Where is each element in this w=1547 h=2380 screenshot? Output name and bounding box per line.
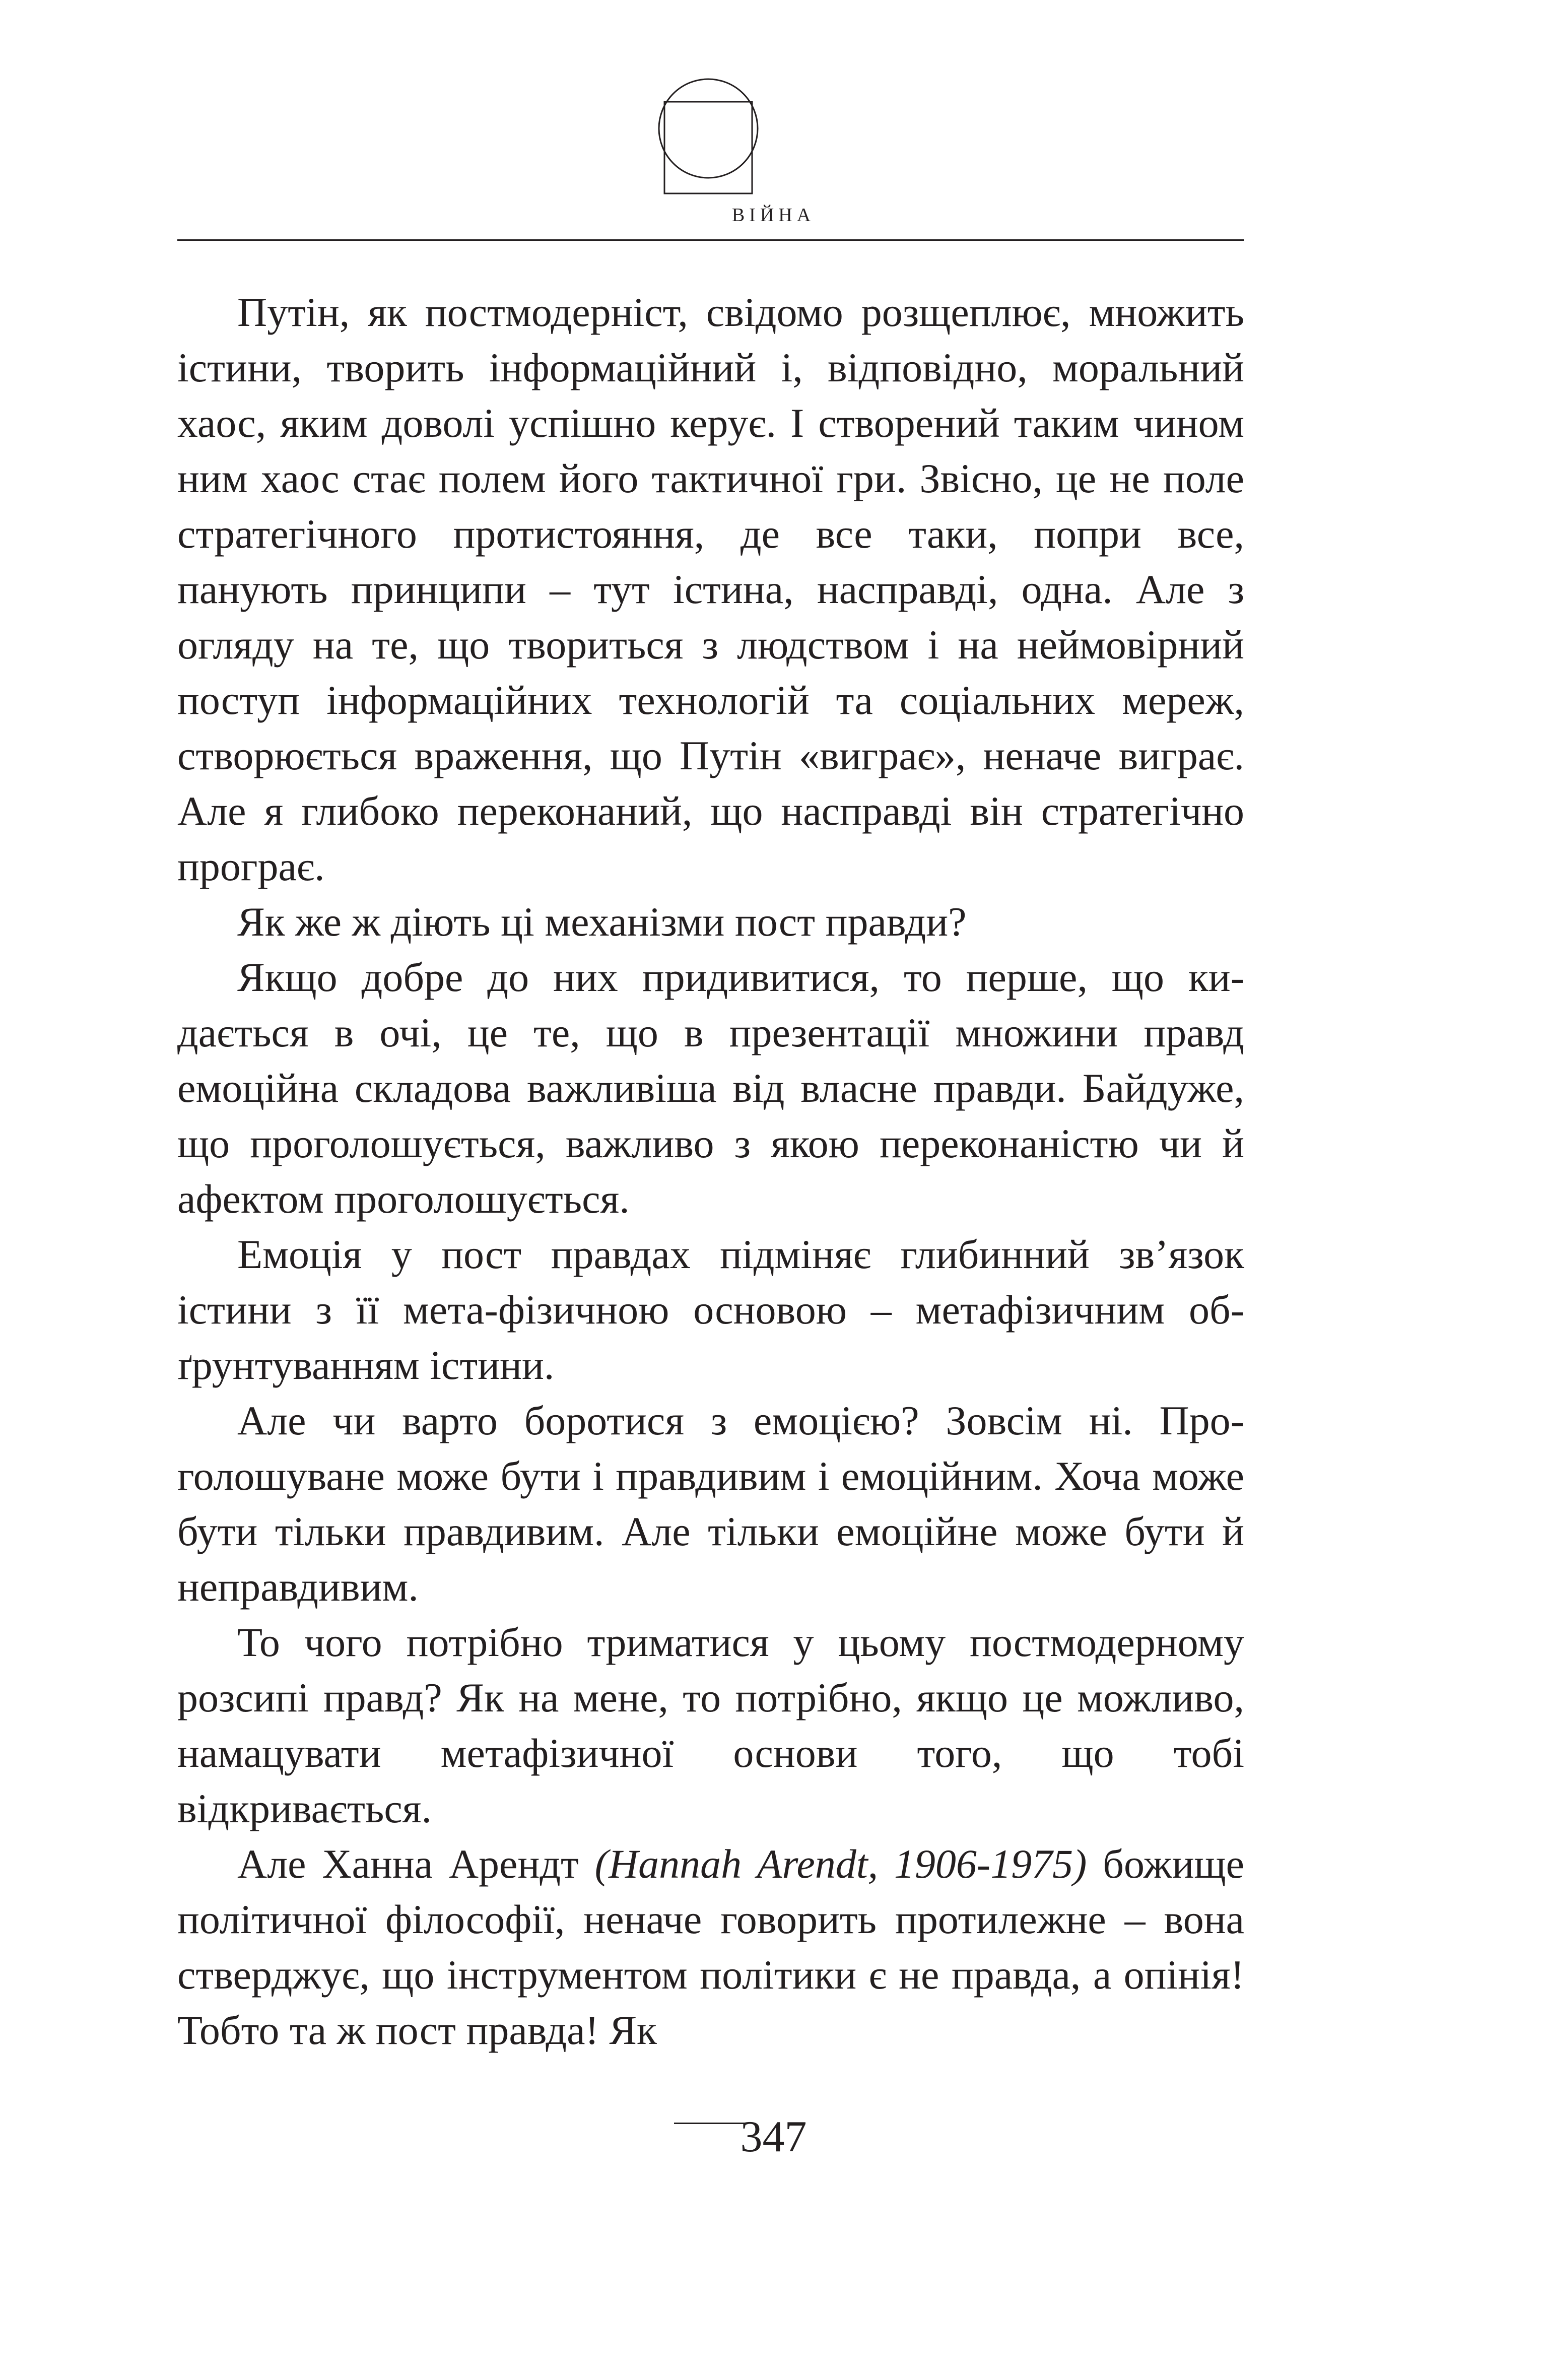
paragraph: Як же ж діють ці механізми пост правди? xyxy=(237,899,967,945)
citation-italic: (Hannah Arendt, 1906-1975) xyxy=(594,1841,1087,1887)
paragraph-text: божище політичної філософії, неначе говорить протилежне – вона стверджує, що інструментом політики є не правда, а опінія! Тобто та ж пост правда! Як xyxy=(177,1841,1245,2053)
paragraph: Путін, як постмодерніст, свідомо розщеплює, множить істини, творить інформаційний і, відповідно, моральний хаос, яким доволі успішно керує. І створений таким чином ним хаос стає полем його тактичної гри. Звісно, це не поле стратегічного протистояння, де все таки, попри все, панують принципи – тут істина, насправді, одна. Але з огляду на те, що твориться з людством і на неймовірний поступ інформаційних технологій та соціальних мереж, створюється враження, що Путін «виграє», неначе виграє. Але я глибоко переконаний, що насправді він стратегічно програє. xyxy=(177,289,1244,889)
paragraph: Але чи варто боротися з емоцією? Зовсім ні. Проголошуване може бути і правдивим і емоційним. Хоча може бути тільки правдивим. Але тільки емоційне може бути й неправдивим. xyxy=(177,1398,1244,1610)
paragraph-with-citation xyxy=(177,1836,1244,2058)
paragraph: Емоція у пост правдах підміняє глибинний зв’язок істини з її мета-фізичною основою – метафізичним обґрунтуванням істини. xyxy=(177,1231,1244,1388)
page-number: 347 xyxy=(740,2112,807,2161)
header-rule xyxy=(177,239,1244,241)
paragraph: Якщо добре до них придивитися, то перше, що кидається в очі, це те, що в презентації множини правд емоційна складова важливіша від власне правди. Байдуже, що проголошується, важливо з якою переконаністю чи й афектом проголошується. xyxy=(177,954,1244,1222)
circle-square-emblem-icon xyxy=(654,77,762,197)
paragraph: То чого потрібно триматися у цьому постмодерному розсипі правд? Як на мене, то потрібно, якщо це можливо, намацувати метафізичної основи того, що тобі відкривається. xyxy=(177,1619,1244,1831)
paragraph-text: Але Ханна Арендт xyxy=(237,1841,595,1887)
body-text xyxy=(177,285,1244,2058)
running-head: ВІЙНА xyxy=(731,205,816,226)
